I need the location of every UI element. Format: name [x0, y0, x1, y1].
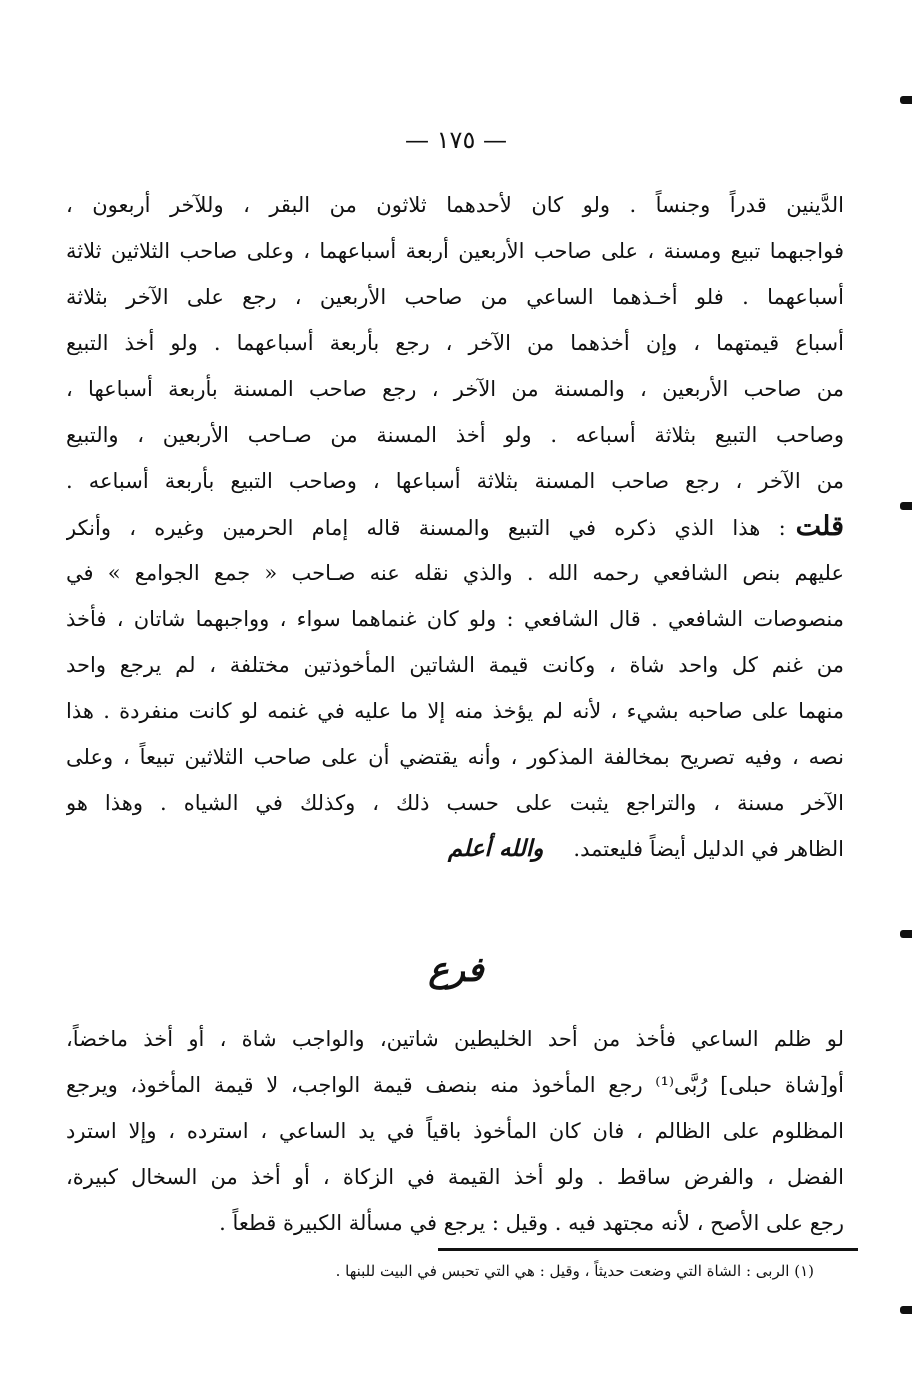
text-line: من غنم كل واحد شاة ، وكانت قيمة الشاتين المأخوذتين مختلفة ، لم يرجع واحد [66, 653, 844, 677]
main-text-section-1 [66, 182, 844, 872]
footnote: (١) الربى : الشاة التي وضعت حديثاً ، وقيل : هي التي تحبس في البيت للبنها . [335, 1262, 814, 1280]
section-heading: فرع [428, 950, 484, 990]
paragraph-lead-line [66, 504, 844, 550]
text-line: منصوصات الشافعي . قال الشافعي : ولو كان غنماهما سواء ، وواجبهما شاتان ، فأخذ [66, 607, 844, 631]
text-line: لو ظلم الساعي فأخذ من أحد الخليطين شاتين، والواجب شاة ، أو أخذ ماخضاً، [66, 1027, 844, 1051]
text-line: وصاحب التبيع بثلاثة أسباعه . ولو أخذ المسنة من صـاحب الأربعين ، والتبيع [66, 423, 844, 447]
lead-word: قلت [795, 511, 844, 542]
margin-mark [900, 502, 912, 510]
margin-mark [900, 930, 912, 938]
closing-phrase: والله أعلم [447, 835, 544, 862]
last-line-text: الظاهر في الدليل أيضاً فليعتمد. [573, 837, 844, 861]
paragraph-last-line [66, 826, 844, 872]
text-line: فواجبهما تبيع ومسنة ، على صاحب الأربعين أربعة أسباعهما ، وعلى صاحب الثلاثين ثلاثة [66, 239, 844, 263]
text-line: المظلوم على الظالم ، فان كان المأخوذ باقياً في يد الساعي ، استرده ، وإلا استرد [66, 1119, 844, 1143]
margin-mark [900, 1306, 912, 1314]
text-line: منهما على صاحبه بشيء ، لأنه لم يؤخذ منه إلا ما عليه في غنمه لو كانت منفردة . هذا [66, 699, 844, 723]
text-line: رجع على الأصح ، لأنه مجتهد فيه . وقيل : يرجع في مسألة الكبيرة قطعاً . [219, 1211, 844, 1235]
text-line: نصه ، وفيه تصريح بمخالفة المذكور ، وأنه يقتضي أن على صاحب الثلاثين تبيعاً ، وعلى [66, 745, 844, 769]
text-line: أسباع قيمتهما ، وإن أخذهما من الآخر ، رجع بأربعة أسباعهما . ولو أخذ التبيع [66, 331, 844, 355]
footnote-divider [438, 1248, 858, 1251]
text-line: أو[شاة حبلى] رُبَّى⁽¹⁾ رجع المأخوذ منه بنصف قيمة الواجب، لا قيمة المأخوذ، ويرجع [66, 1073, 844, 1097]
text-line: الآخر مسنة ، والتراجع يثبت على حسب ذلك ، وكذلك في الشياه . وهذا هو [66, 791, 844, 815]
text-line: أسباعهما . فلو أخـذهما الساعي من صاحب الأربعين ، رجع على الآخر بثلاثة [66, 285, 844, 309]
main-text-section-2 [66, 1016, 844, 1246]
text-line: من الآخر ، رجع صاحب المسنة بثلاثة أسباعها ، وصاحب التبيع بأربعة أسباعه . [66, 469, 844, 493]
text-line: الفضل ، والفرض ساقط . ولو أخذ القيمة في الزكاة ، أو أخذ من السخال كبيرة، [66, 1165, 844, 1189]
lead-line-text: : هذا الذي ذكره في التبيع والمسنة قاله إمام الحرمين وغيره ، وأنكر [66, 516, 786, 540]
page-number: — ١٧٥ — [405, 126, 507, 154]
text-line: من صاحب الأربعين ، والمسنة من الآخر ، رجع صاحب المسنة بأربعة أسباعها ، [66, 377, 844, 401]
margin-mark [900, 96, 912, 104]
text-line: الدَّينين قدراً وجنساً . ولو كان لأحدهما ثلاثون من البقر ، وللآخر أربعون ، [66, 193, 844, 217]
text-line: عليهم بنص الشافعي رحمه الله . والذي نقله عنه صـاحب « جمع الجوامع » في [66, 561, 844, 585]
